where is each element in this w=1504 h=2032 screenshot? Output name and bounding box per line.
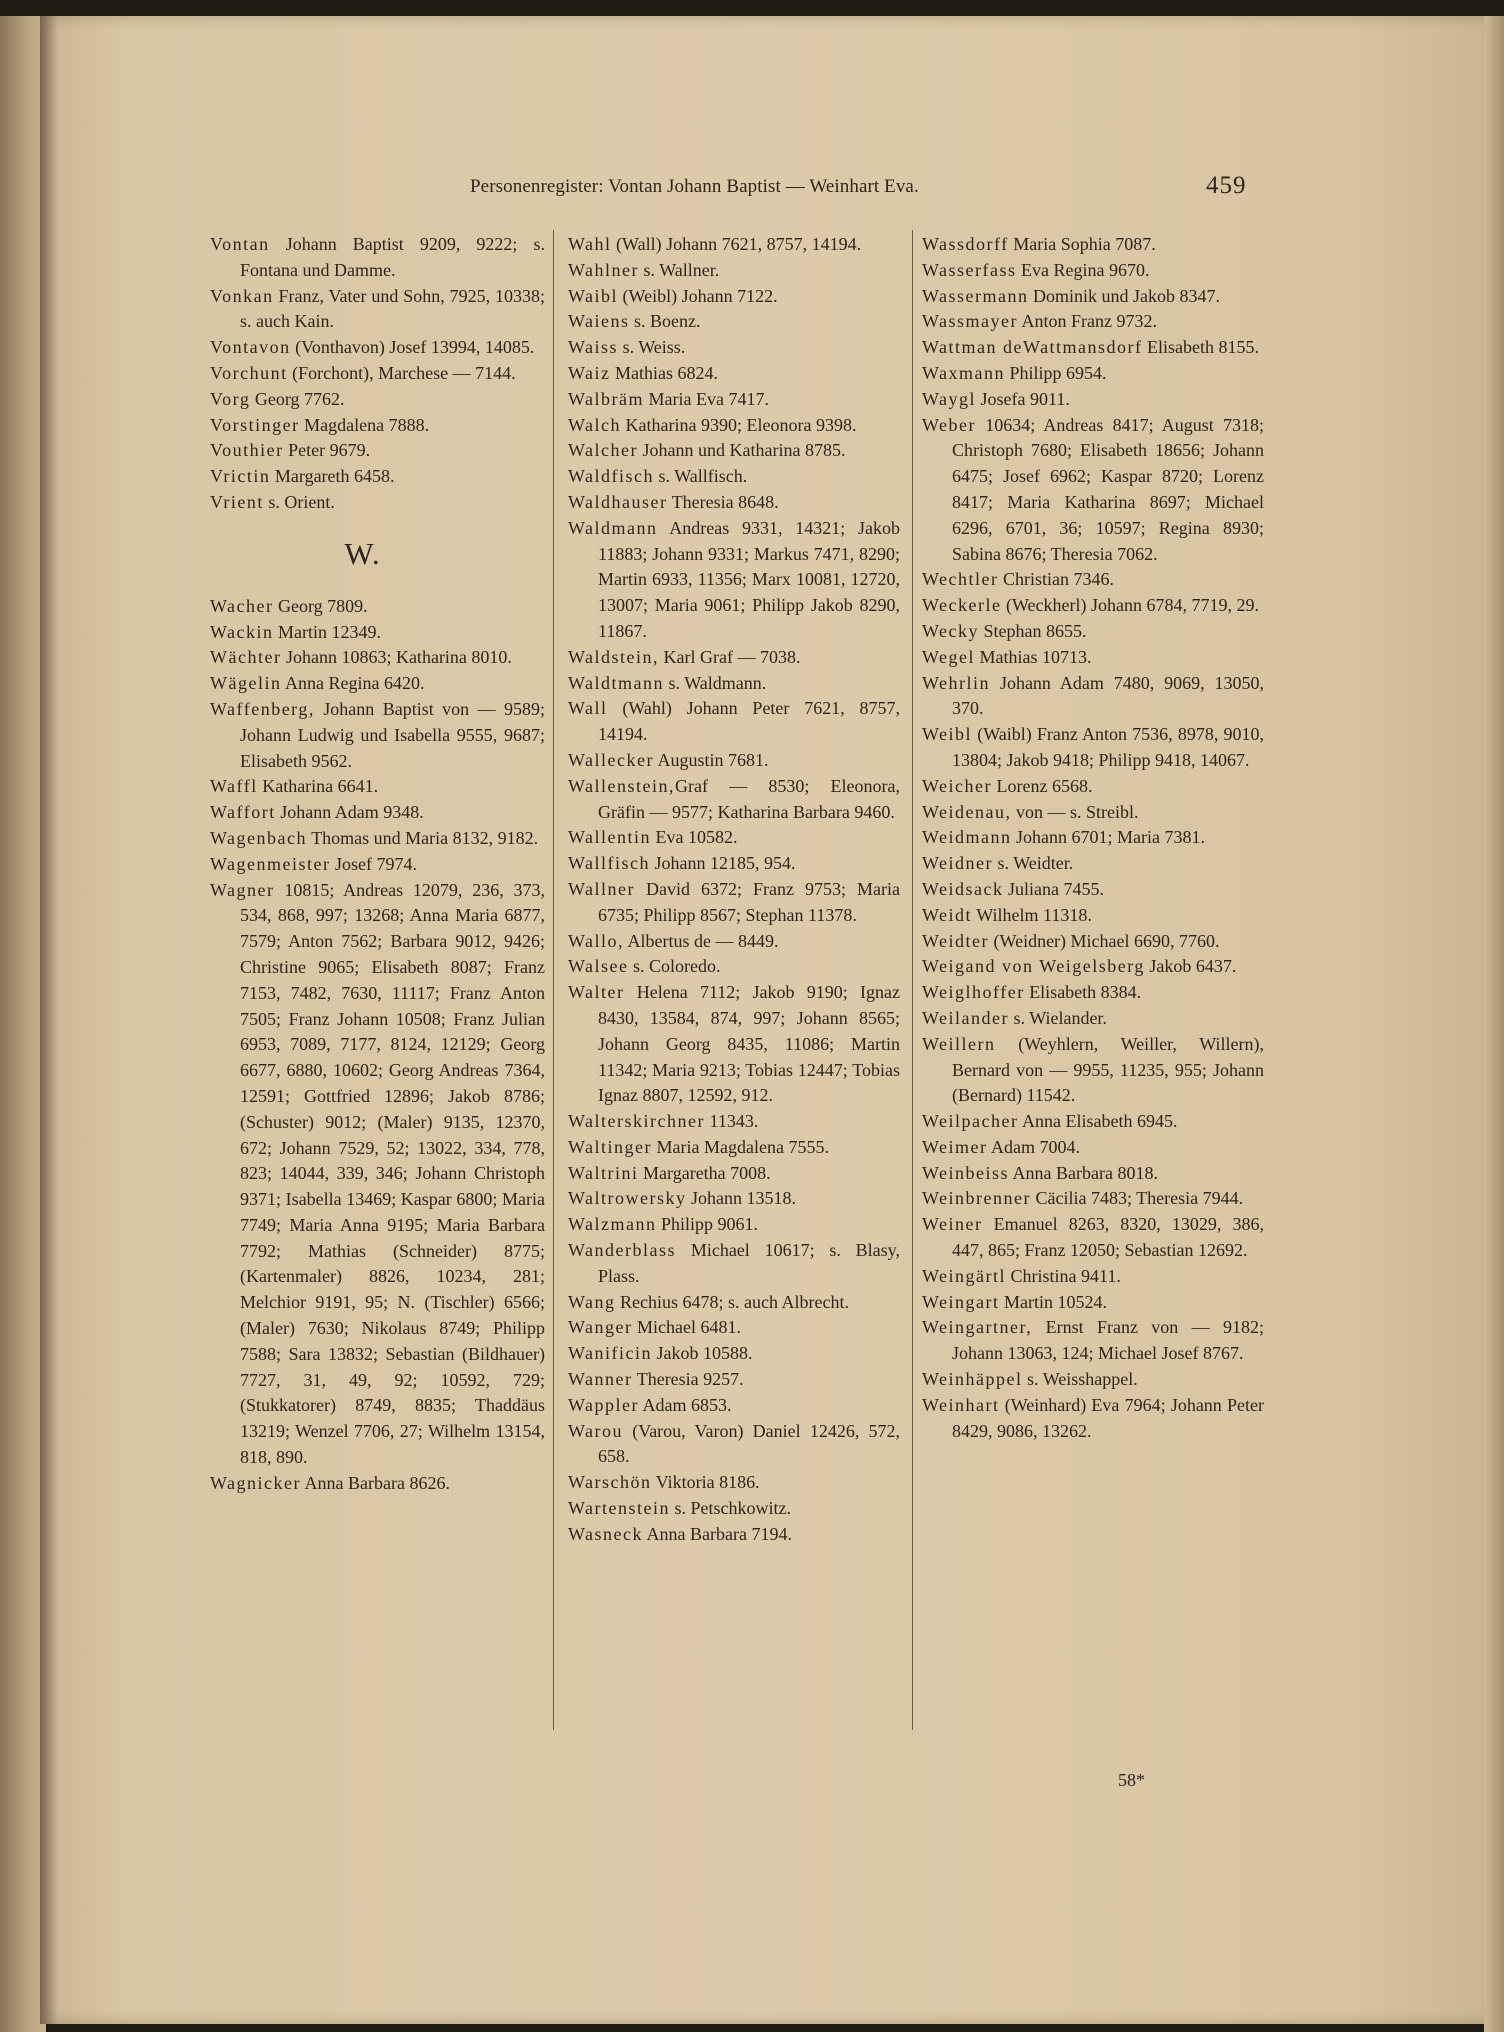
column-rule xyxy=(912,230,913,1730)
index-entry xyxy=(568,825,900,851)
index-column-2 xyxy=(568,232,900,1548)
entry-details: Josefa 9011. xyxy=(976,388,1070,409)
index-entry xyxy=(922,258,1264,284)
entry-details: s. Orient. xyxy=(263,491,335,512)
entry-details: (Varou, Varon) Daniel 12426, 572, 658. xyxy=(598,1420,900,1467)
index-entry xyxy=(922,671,1264,723)
entry-details: s. Wielander. xyxy=(1009,1007,1107,1028)
entry-details: (Weibl) Johann 7122. xyxy=(618,285,778,306)
index-entry xyxy=(922,929,1264,955)
index-entry xyxy=(568,774,900,826)
entry-details: Johann 12185, 954. xyxy=(650,853,796,874)
entry-surname: Wassdorff xyxy=(922,234,1009,254)
entry-surname: Weidmann xyxy=(922,827,1012,848)
entry-surname: Vorg xyxy=(210,388,251,409)
entry-details: Josef 7974. xyxy=(330,853,418,874)
index-entry xyxy=(568,516,900,645)
index-entry xyxy=(210,232,545,284)
entry-details: s. Wallfisch. xyxy=(654,466,748,487)
entry-surname: Wanger xyxy=(568,1317,633,1338)
index-entry xyxy=(568,1135,900,1161)
entry-details: Michael 10617; s. Blasy, Plass. xyxy=(598,1240,900,1286)
entry-surname: Vrictin xyxy=(210,466,271,487)
entry-surname: Wallo, xyxy=(568,930,625,951)
entry-details: Theresia 9257. xyxy=(632,1369,744,1390)
entry-details: Christina 9411. xyxy=(1006,1265,1121,1286)
index-entry xyxy=(568,696,900,748)
entry-surname: Weilpacher xyxy=(922,1111,1019,1132)
entry-surname: Weiner xyxy=(922,1214,983,1235)
entry-surname: Warschön xyxy=(568,1472,652,1493)
entry-details: Johann und Katharina 8785. xyxy=(638,440,846,461)
index-entry xyxy=(922,309,1264,335)
entry-details: (Weyhlern, Weiller, Willern), Bernard von — 9955, 11235, 955; Johann (Bernard) 11542. xyxy=(952,1033,1264,1106)
entry-details: Adam 6853. xyxy=(639,1394,732,1415)
entry-details: Georg 7762. xyxy=(250,388,345,409)
entry-details: Viktoria 8186. xyxy=(651,1472,760,1493)
entry-surname: Vouthier xyxy=(210,440,284,461)
index-entry xyxy=(922,722,1264,774)
entry-details: Eva 10582. xyxy=(651,827,738,848)
index-entry xyxy=(568,645,900,671)
index-entry xyxy=(922,387,1264,413)
entry-details: (Vonthavon) Josef 13994, 14085. xyxy=(290,337,535,358)
entry-details: Adam 7004. xyxy=(987,1136,1081,1157)
entry-details: Johann 10863; Katharina 8010. xyxy=(281,647,512,668)
entry-details: 11343. xyxy=(705,1111,759,1132)
entry-surname: Wahl xyxy=(568,234,612,254)
entry-surname: Waldtmann xyxy=(568,672,665,693)
index-entry xyxy=(210,387,545,413)
index-entry xyxy=(568,954,900,980)
index-entry xyxy=(568,1393,900,1419)
entry-details: s. Boenz. xyxy=(629,311,701,332)
entry-surname: Waygl xyxy=(922,388,977,409)
entry-surname: Wecky xyxy=(922,620,980,641)
entry-details: Michael 6481. xyxy=(632,1317,742,1338)
index-entry xyxy=(210,800,545,826)
index-entry xyxy=(568,1290,900,1316)
right-edge xyxy=(1484,16,1504,2032)
index-entry xyxy=(568,309,900,335)
entry-surname: Weidt xyxy=(922,904,973,925)
entry-surname: Walch xyxy=(568,414,622,435)
index-entry xyxy=(922,1032,1264,1109)
entry-details: Maria Magdalena 7555. xyxy=(652,1136,829,1157)
entry-details: Johann Adam 9348. xyxy=(275,802,424,823)
section-heading-w: W. xyxy=(344,535,381,571)
entry-surname: Wappler xyxy=(568,1394,640,1415)
entry-details: Jakob 6437. xyxy=(1144,956,1237,977)
entry-surname: Weidner xyxy=(922,853,994,874)
index-entry xyxy=(922,284,1264,310)
entry-surname: Wassmayer xyxy=(922,311,1019,332)
entry-surname: Waltrowersky xyxy=(568,1188,687,1209)
entry-details: Helena 7112; Jakob 9190; Ignaz 8430, 13584, 874, 997; Johann 8565; Johann Georg 8435, 11086; Martin 11342; Maria 9213; Tobias 12447; Tobias Ignaz 8807, 12592, 912. xyxy=(598,982,900,1106)
entry-details: Jakob 10588. xyxy=(652,1343,753,1364)
entry-surname: Weilander xyxy=(922,1007,1010,1028)
entry-details: s. Petschkowitz. xyxy=(670,1498,792,1519)
entry-surname: Waldstein, xyxy=(568,646,660,667)
entry-details: Rechius 6478; s. auch Albrecht. xyxy=(615,1291,850,1312)
entry-details: Magdalena 7888. xyxy=(299,414,430,435)
entry-surname: Weingärtl xyxy=(922,1265,1007,1286)
entry-details: Johann Baptist 9209, 9222; s. Fontana und Damme. xyxy=(240,234,545,280)
entry-surname: Walsee xyxy=(568,956,629,977)
entry-details: Lorenz 6568. xyxy=(992,775,1093,796)
entry-surname: Wechtler xyxy=(922,569,999,590)
entry-surname: Waffenberg, xyxy=(210,698,315,719)
entry-surname: Vonkan xyxy=(210,285,274,306)
entry-surname: Wagnicker xyxy=(210,1472,302,1493)
index-entry xyxy=(210,438,545,464)
entry-surname: Waltrini xyxy=(568,1162,639,1183)
entry-surname: Vontan xyxy=(210,234,270,254)
entry-surname: Waffort xyxy=(210,802,276,823)
entry-surname: Weidsack xyxy=(922,878,1004,899)
index-entry xyxy=(922,825,1264,851)
entries-v xyxy=(210,232,545,516)
index-entry xyxy=(568,1212,900,1238)
entry-surname: Walterskirchner xyxy=(568,1111,705,1132)
entry-surname: Waiss xyxy=(568,337,619,358)
index-entry xyxy=(568,258,900,284)
index-entry xyxy=(568,387,900,413)
index-entry xyxy=(922,800,1264,826)
entry-surname: Warou xyxy=(568,1420,624,1441)
index-entry xyxy=(568,335,900,361)
entry-surname: Wallner xyxy=(568,878,636,899)
entry-details: Thomas und Maria 8132, 9182. xyxy=(307,827,539,848)
entry-surname: Vontavon xyxy=(210,337,291,358)
index-entry xyxy=(210,878,545,1471)
entry-surname: Weibl xyxy=(922,724,973,745)
index-entry xyxy=(568,851,900,877)
page-number: 459 xyxy=(1206,172,1247,199)
entry-surname: Weiglhoffer xyxy=(922,982,1025,1003)
column-rule xyxy=(553,230,554,1730)
index-entry xyxy=(922,413,1264,568)
entry-surname: Waltinger xyxy=(568,1136,653,1157)
entry-details: Johann Baptist von — 9589; Johann Ludwig und Isabella 9555, 9687; Elisabeth 9562. xyxy=(240,698,545,771)
entry-details: Anna Barbara 8018. xyxy=(1009,1162,1159,1183)
entry-details: (Waibl) Franz Anton 7536, 8978, 9010, 13804; Jakob 9418; Philipp 9418, 14067. xyxy=(952,724,1264,770)
entries xyxy=(922,232,1264,1444)
index-entry xyxy=(922,774,1264,800)
index-entry xyxy=(210,1471,545,1497)
index-entry xyxy=(568,1341,900,1367)
entry-details: Johann 13518. xyxy=(686,1188,797,1209)
entry-surname: Walcher xyxy=(568,440,639,461)
entry-details: Cäcilia 7483; Theresia 7944. xyxy=(1031,1188,1244,1209)
entry-details: Johann Adam 7480, 9069, 13050, 370. xyxy=(952,672,1264,719)
index-entry xyxy=(210,852,545,878)
entry-surname: Walter xyxy=(568,982,625,1003)
entry-details: (Weidner) Michael 6690, 7760. xyxy=(989,930,1220,951)
index-column-1 xyxy=(210,232,545,1497)
entry-surname: Waiens xyxy=(568,311,630,332)
entry-details: Margaretha 7008. xyxy=(638,1162,771,1183)
entry-details: Augustin 7681. xyxy=(654,749,769,770)
entry-surname: Weinhart xyxy=(922,1394,1000,1415)
entry-surname: Wartenstein xyxy=(568,1498,671,1519)
index-entry xyxy=(922,1109,1264,1135)
entry-details: Mathias 10713. xyxy=(975,646,1092,667)
entry-details: Juliana 7455. xyxy=(1003,878,1105,899)
entry-surname: Wanderblass xyxy=(568,1240,677,1261)
entry-details: Emanuel 8263, 8320, 13029, 386, 447, 865; Franz 12050; Sebastian 12692. xyxy=(952,1214,1264,1261)
entry-surname: Weinbeiss xyxy=(922,1162,1010,1183)
entry-details: s. Waldmann. xyxy=(664,672,767,693)
index-entry xyxy=(210,645,545,671)
entry-details: (Wahl) Johann Peter 7621, 8757, 14194. xyxy=(598,698,900,745)
entry-surname: Weingartner, xyxy=(922,1317,1033,1338)
entry-surname: Weidenau, xyxy=(922,801,1012,822)
entry-surname: Wegel xyxy=(922,646,976,667)
entry-surname: Waiz xyxy=(568,362,611,383)
entry-surname: Vorchunt xyxy=(210,362,288,383)
entry-details: s. Weidter. xyxy=(993,853,1074,874)
entry-surname: Wattman deWattmansdorf xyxy=(922,337,1143,358)
index-entry xyxy=(568,1496,900,1522)
entry-details: (Wall) Johann 7621, 8757, 14194. xyxy=(611,234,862,254)
index-entry xyxy=(210,490,545,516)
index-entry xyxy=(210,335,545,361)
index-entry xyxy=(568,1109,900,1135)
index-entry xyxy=(568,464,900,490)
index-entry xyxy=(922,954,1264,980)
entry-details: Albertus de — 8449. xyxy=(624,930,779,951)
entry-details: Dominik und Jakob 8347. xyxy=(1028,285,1221,306)
index-entry xyxy=(922,335,1264,361)
entry-details: Maria Eva 7417. xyxy=(644,388,769,409)
entry-details: s. Wallner. xyxy=(639,259,720,280)
index-entry xyxy=(922,1290,1264,1316)
entry-surname: Wassermann xyxy=(922,285,1029,306)
index-entry xyxy=(922,645,1264,671)
index-entry xyxy=(568,1315,900,1341)
index-entry xyxy=(922,1315,1264,1367)
entry-surname: Weigand von Weigelsberg xyxy=(922,956,1145,977)
entry-details: Wilhelm 11318. xyxy=(972,904,1092,925)
entry-details: Anna Elisabeth 6945. xyxy=(1018,1111,1178,1132)
entry-details: Peter 9679. xyxy=(283,440,371,461)
entry-surname: Wasneck xyxy=(568,1523,644,1544)
entry-details: Anna Barbara 7194. xyxy=(643,1523,792,1544)
index-entry xyxy=(568,490,900,516)
running-header: Personenregister: Vontan Johann Baptist — Weinhart Eva. xyxy=(470,176,919,197)
index-entry xyxy=(922,1161,1264,1187)
entry-surname: Wallecker xyxy=(568,749,655,770)
entry-surname: Wasserfass xyxy=(922,259,1017,280)
entry-details: s. Weiss. xyxy=(618,337,686,358)
index-entry xyxy=(922,903,1264,929)
index-entry xyxy=(210,361,545,387)
index-entry xyxy=(568,929,900,955)
entry-details: 10815; Andreas 12079, 236, 373, 534, 868, 997; 13268; Anna Maria 6877, 7579; Anton 7562; Barbara 9012, 9426; Christine 9065; Elisabeth 8087; Franz 7153, 7482, 7630, 11117; Franz Anton 7505; Franz Johann 10508; Franz Julian 6953, 7089, 7177, 8124, 12129; Georg 6677, 6880, 10602; Georg Andreas 7364, 12591; Gottfried 12896; Jakob 8786; (Schuster) 9012; (Maler) 9135, 12370, 672; Johann 7529, 52; 13022, 334, 778, 823; 14044, 339, 346; Johann Christoph 9371; Isabella 13469; Kaspar 6800; Maria 7749; Maria Anna 9195; Maria Barbara 7792; Mathias (Schneider) 8775; (Kartenmaler) 8826, 10234, 281; Melchior 9191, 95; N. (Tischler) 6566; (Maler) 7630; Nikolaus 8749; Philipp 7588; Sara 13832; Sebastian (Bildhauer) 7727, 31, 49, 92; 10592, 729; (Stukkatorer) 8749, 8835; Thaddäus 13219; Wenzel 7706, 27; Wilhelm 13154, 818, 890. xyxy=(240,879,545,1468)
index-entry xyxy=(568,671,900,697)
entry-surname: Wall xyxy=(568,698,608,719)
entry-surname: Weckerle xyxy=(922,595,1002,616)
entry-surname: Wallfisch xyxy=(568,853,651,874)
entry-details: (Weckherl) Johann 6784, 7719, 29. xyxy=(1001,595,1259,616)
entry-details: Ernst Franz von — 9182; Johann 13063, 124; Michael Josef 8767. xyxy=(952,1317,1264,1364)
entry-surname: Weinhäppel xyxy=(922,1369,1023,1390)
index-entry xyxy=(568,980,900,1109)
entry-details: Franz, Vater und Sohn, 7925, 10338; s. auch Kain. xyxy=(240,285,545,332)
index-entry xyxy=(568,1522,900,1548)
entry-details: Elisabeth 8384. xyxy=(1024,982,1142,1003)
entry-surname: Walbräm xyxy=(568,388,645,409)
entry-details: Philipp 9061. xyxy=(656,1214,759,1235)
entry-surname: Wanner xyxy=(568,1369,633,1390)
spine-shadow xyxy=(40,16,58,2024)
index-entry xyxy=(922,1135,1264,1161)
entry-surname: Wackin xyxy=(210,621,274,642)
entry-surname: Weber xyxy=(922,414,977,435)
entry-details: Anna Regina 6420. xyxy=(281,673,425,694)
index-entry xyxy=(922,567,1264,593)
index-entry xyxy=(922,619,1264,645)
entry-details: Martin 10524. xyxy=(999,1291,1108,1312)
entry-surname: Walzmann xyxy=(568,1214,657,1235)
entry-surname: Waldmann xyxy=(568,517,658,538)
entry-surname: Weillern xyxy=(922,1033,996,1054)
entry-surname: Wagenmeister xyxy=(210,853,331,874)
entry-details: Johann 6701; Maria 7381. xyxy=(1011,827,1206,848)
index-entry xyxy=(922,877,1264,903)
entry-surname: Wang xyxy=(568,1291,616,1312)
entry-details: von — s. Streibl. xyxy=(1011,801,1139,822)
entries-w xyxy=(210,594,545,1497)
entry-details: David 6372; Franz 9753; Maria 6735; Philipp 8567; Stephan 11378. xyxy=(598,878,900,925)
entry-surname: Weicher xyxy=(922,775,993,796)
entry-details: Maria Sophia 7087. xyxy=(1008,234,1156,254)
index-entry xyxy=(210,774,545,800)
index-entry xyxy=(568,1419,900,1471)
entry-surname: Vrient xyxy=(210,491,264,512)
index-entry xyxy=(210,594,545,620)
entry-details: Eva Regina 9670. xyxy=(1016,259,1150,280)
index-entry xyxy=(568,877,900,929)
entry-surname: Wägelin xyxy=(210,673,282,694)
entry-surname: Wacher xyxy=(210,595,274,616)
index-entry xyxy=(568,1186,900,1212)
entry-details: s. Weisshappel. xyxy=(1022,1369,1138,1390)
entry-details: Mathias 6824. xyxy=(610,362,719,383)
index-entry xyxy=(922,1367,1264,1393)
index-entry xyxy=(922,1264,1264,1290)
entry-surname: Waldhauser xyxy=(568,491,668,512)
entry-surname: Weinbrenner xyxy=(922,1188,1032,1209)
index-entry xyxy=(568,1238,900,1290)
entry-details: Elisabeth 8155. xyxy=(1142,337,1260,358)
entry-surname: Wallentin xyxy=(568,827,652,848)
entries xyxy=(568,232,900,1548)
entry-details: Andreas 9331, 14321; Jakob 11883; Johann 9331; Markus 7471, 8290; Martin 6933, 11356; Marx 10081, 12720, 13007; Maria 9061; Philipp Jakob 8290, 11867. xyxy=(598,517,900,641)
entry-surname: Waibl xyxy=(568,285,619,306)
index-entry xyxy=(922,980,1264,1006)
entry-surname: Weimer xyxy=(922,1136,988,1157)
index-entry xyxy=(922,593,1264,619)
index-entry xyxy=(568,1470,900,1496)
entry-details: Philipp 6954. xyxy=(1005,362,1107,383)
entry-surname: Wallenstein, xyxy=(568,775,676,796)
entry-details: Anna Barbara 8626. xyxy=(301,1472,450,1493)
index-entry xyxy=(210,671,545,697)
entry-surname: Wanificin xyxy=(568,1343,653,1364)
index-entry xyxy=(210,697,545,774)
entry-details: Martin 12349. xyxy=(273,621,382,642)
entry-surname: Weingart xyxy=(922,1291,1000,1312)
entry-details: Katharina 9390; Eleonora 9398. xyxy=(621,414,857,435)
index-entry xyxy=(568,361,900,387)
entry-surname: Waffl xyxy=(210,776,258,797)
index-entry xyxy=(568,1367,900,1393)
index-entry xyxy=(568,232,900,258)
index-entry xyxy=(568,748,900,774)
entry-surname: Wagner xyxy=(210,879,275,900)
index-entry xyxy=(568,438,900,464)
index-entry xyxy=(568,1161,900,1187)
entry-details: Margareth 6458. xyxy=(270,466,395,487)
entry-surname: Weidter xyxy=(922,930,990,951)
entry-details: Theresia 8648. xyxy=(667,491,779,512)
index-entry xyxy=(210,464,545,490)
entry-details: (Forchont), Marchese — 7144. xyxy=(287,362,516,383)
index-entry xyxy=(922,361,1264,387)
index-entry xyxy=(210,284,545,336)
index-entry xyxy=(922,851,1264,877)
entry-details: Christian 7346. xyxy=(998,569,1115,590)
entry-details: Katharina 6641. xyxy=(257,776,379,797)
entry-surname: Wahlner xyxy=(568,259,640,280)
index-entry xyxy=(210,413,545,439)
entry-details: (Weinhard) Eva 7964; Johann Peter 8429, 9086, 13262. xyxy=(952,1394,1264,1441)
entry-surname: Vorstinger xyxy=(210,414,300,435)
entry-surname: Wagenbach xyxy=(210,827,308,848)
index-entry xyxy=(922,1186,1264,1212)
entry-details: Graf — 8530; Eleonora, Gräfin — 9577; Katharina Barbara 9460. xyxy=(598,775,900,822)
entry-details: s. Coloredo. xyxy=(628,956,721,977)
entry-details: 10634; Andreas 8417; August 7318; Christoph 7680; Elisabeth 18656; Johann 6475; Josef 6962; Kaspar 8720; Lorenz 8417; Maria Katharina 8697; Michael 6296, 6701, 36; 10597; Regina 8930; Sabina 8676; Theresia 7062. xyxy=(952,414,1264,564)
index-entry xyxy=(922,1006,1264,1032)
index-entry xyxy=(210,826,545,852)
index-entry xyxy=(568,284,900,310)
index-entry xyxy=(210,620,545,646)
entry-surname: Waxmann xyxy=(922,362,1006,383)
index-entry xyxy=(922,1212,1264,1264)
entry-surname: Wächter xyxy=(210,647,282,668)
entry-surname: Waldfisch xyxy=(568,466,655,487)
entry-details: Karl Graf — 7038. xyxy=(659,646,801,667)
entry-details: Anton Franz 9732. xyxy=(1018,311,1158,332)
index-entry xyxy=(922,1393,1264,1445)
signature-mark: 58* xyxy=(1118,1770,1145,1790)
entry-details: Stephan 8655. xyxy=(979,620,1087,641)
entry-details: Georg 7809. xyxy=(273,595,368,616)
index-entry xyxy=(568,413,900,439)
index-column-3 xyxy=(922,232,1264,1444)
entry-surname: Wehrlin xyxy=(922,672,991,693)
index-entry xyxy=(922,232,1264,258)
